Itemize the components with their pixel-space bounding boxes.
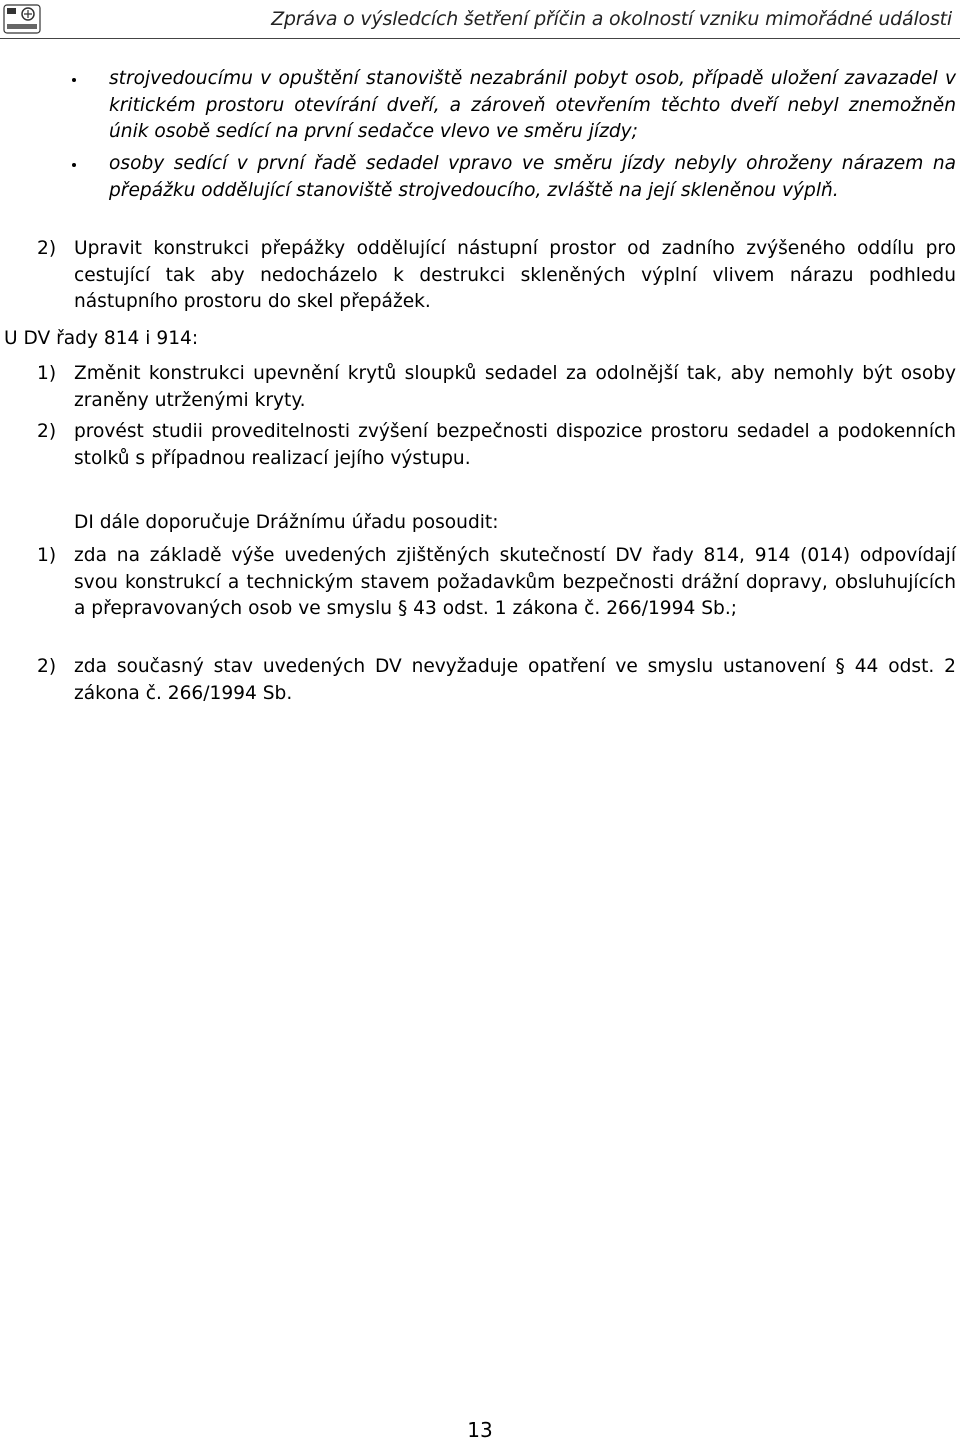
item-text: provést studii proveditelnosti zvýšení bezpečnosti dispozice prostoru sedadel a podokenních stolků s případnou realizací jejího výstupu.: [74, 421, 956, 469]
item-number: 1): [37, 363, 57, 384]
recommendation-item: [37, 654, 956, 707]
page-number: 13: [467, 1418, 493, 1442]
bullet-text: osoby sedící v první řadě sedadel vpravo ve směru jízdy nebyly ohroženy nárazem na přepážku oddělující stanoviště strojvedoucího, zvláště na její skleněnou výplň.: [109, 153, 956, 201]
item-text: Upravit konstrukci přepážky oddělující nástupní prostor od zadního zvýšeného oddílu pro cestující tak aby nedocházelo k destrukci skleněných výplní vlivem nárazu podhledu nástupního prostoru do skel přepážek.: [74, 238, 956, 312]
item-text: Změnit konstrukci upevnění krytů sloupků sedadel za odolnější tak, aby nemohly být osoby zraněny utrženými kryty.: [74, 363, 956, 411]
header-divider: [0, 38, 960, 39]
bullet-item: [72, 66, 956, 146]
recommendation-intro: DI dále doporučuje Drážnímu úřadu posoudit:: [74, 512, 499, 533]
measure-item: [37, 419, 956, 472]
item-number: 2): [37, 421, 57, 442]
item-number: 1): [37, 545, 57, 566]
header-title: Zpráva o výsledcích šetření příčin a okolností vzniku mimořádné události: [271, 8, 952, 30]
measure-item: [37, 361, 956, 414]
item-number: 2): [37, 656, 57, 677]
bullet-icon: [72, 78, 76, 82]
item-number: 2): [37, 238, 57, 259]
item-text: zda současný stav uvedených DV nevyžaduje opatření ve smyslu ustanovení § 44 odst. 2 zákona č. 266/1994 Sb.: [74, 656, 956, 704]
recommendation-item: [37, 543, 956, 623]
item-text: zda na základě výše uvedených zjištěných skutečností DV řady 814, 914 (014) odpovídají svou konstrukcí a technickým stavem požadavkům bezpečnosti drážní dopravy, obsluhujících a přepravovaných osob ve smyslu § 43 odst. 1 zákona č. 266/1994 Sb.;: [74, 545, 956, 619]
measure-item: [37, 236, 956, 316]
bullet-icon: [72, 163, 76, 167]
drazni-inspekce-logo: [3, 4, 41, 34]
bullet-text: strojvedoucímu v opuštění stanoviště nezabránil pobyt osob, případě uložení zavazadel v kritickém prostoru otevírání dveří, a zároveň otevřením těchto dveří nebyl znemožněn únik osobě sedící na první sedačce vlevo ve směru jízdy;: [109, 68, 956, 142]
bullet-item: [72, 151, 956, 204]
section-heading: U DV řady 814 i 914:: [4, 328, 199, 349]
page-header: [0, 0, 960, 40]
